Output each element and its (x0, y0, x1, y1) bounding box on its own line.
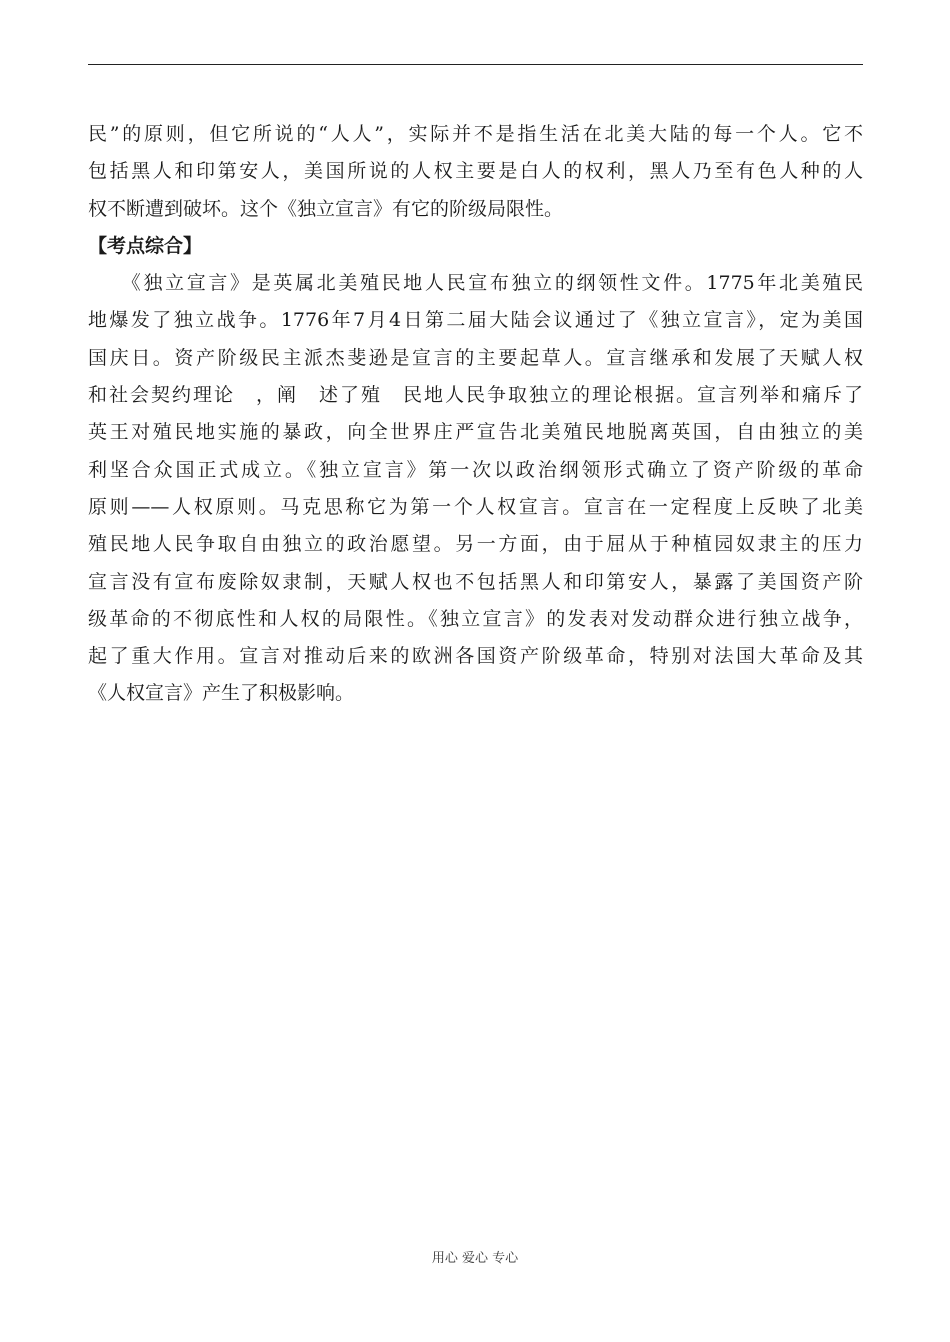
body-line: 英王对殖民地实施的暴政，向全世界庄严宣告北美殖民地脱离英国，自由独立的美 (88, 421, 863, 444)
body-line: 《人权宣言》产生了积极影响。 (88, 682, 355, 705)
header-rule (88, 64, 863, 65)
body-line: 宣言没有宣布废除奴隶制，天赋人权也不包括黑人和印第安人，暴露了美国资产阶 (88, 570, 863, 593)
document-body (88, 116, 863, 713)
body-line: 级革命的不彻底性和人权的局限性。《独立宣言》的发表对发动群众进行独立战争， (88, 607, 863, 630)
body-line: 起了重大作用。宣言对推动后来的欧洲各国资产阶级革命，特别对法国大革命及其 (88, 645, 863, 668)
body-line: 《独立宣言》是英属北美殖民地人民宣布独立的纲领性文件。1775年北美殖民 (88, 272, 863, 295)
intro-line: 民”的原则，但它所说的“人人”，实际并不是指生活在北美大陆的每一个人。它不 (88, 123, 863, 145)
body-line: 地爆发了独立战争。1776年7月4日第二届大陆会议通过了《独立宣言》，定为美国 (88, 309, 863, 332)
body-line: 原则——人权原则。马克思称它为第一个人权宣言。宣言在一定程度上反映了北美 (88, 495, 863, 518)
body-line: 殖民地人民争取自由独立的政治愿望。另一方面，由于屈从于种植园奴隶主的压力 (88, 533, 863, 556)
body-line: 国庆日。资产阶级民主派杰斐逊是宣言的主要起草人。宣言继承和发展了天赋人权 (88, 346, 863, 369)
intro-line: 权不断遭到破坏。这个《独立宣言》有它的阶级局限性。 (88, 197, 564, 220)
body-line: 和社会契约理论 ，阐 述了殖 民地人民争取独立的理论根据。宣言列举和痛斥了 (88, 384, 863, 407)
section-heading: 【考点综合】 (88, 234, 203, 257)
intro-line: 包括黑人和印第安人，美国所说的人权主要是白人的权利，黑人乃至有色人种的人 (88, 160, 863, 183)
page-footer: 用心 爱心 专心 (431, 1251, 519, 1266)
body-line: 利坚合众国正式成立。《独立宣言》第一次以政治纲领形式确立了资产阶级的革命 (88, 458, 863, 481)
